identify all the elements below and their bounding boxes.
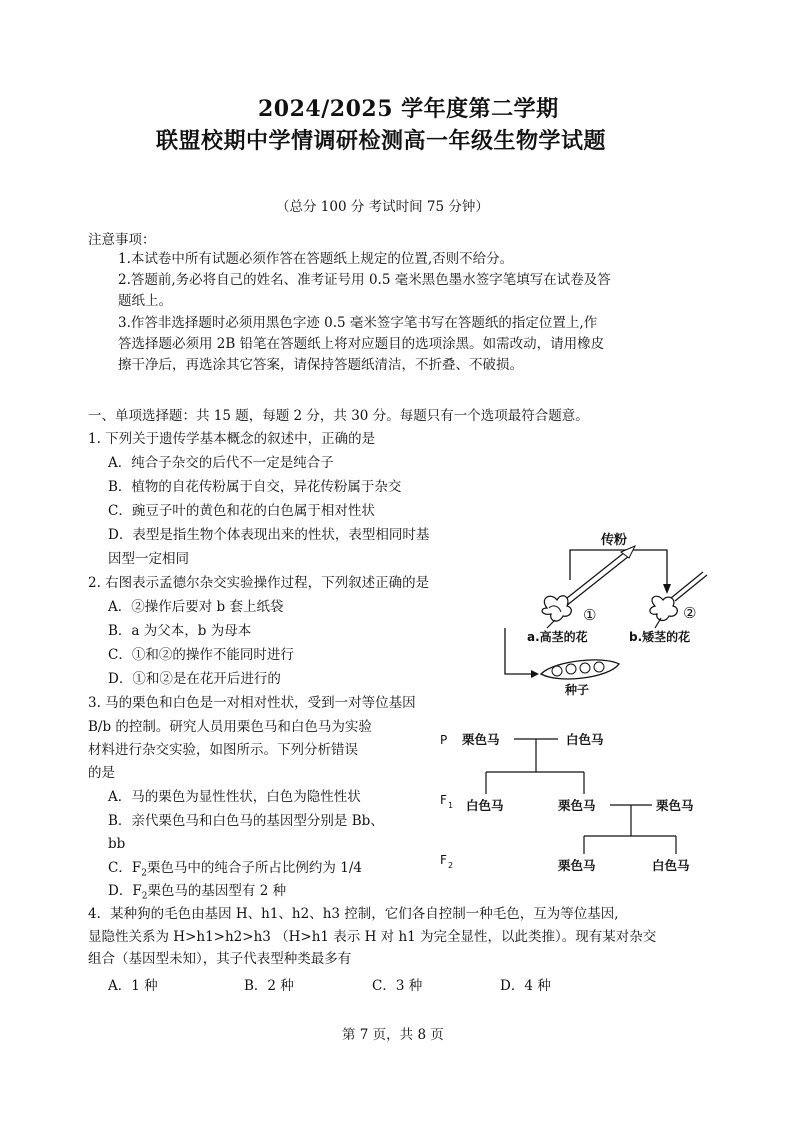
q4-option-c: C．3 种 bbox=[372, 978, 423, 994]
tweezers-icon bbox=[557, 546, 635, 610]
fig2-F2: F bbox=[440, 853, 447, 867]
q4-stem-line3: 组合（基因型未知），其子代表型种类最多有 bbox=[88, 951, 352, 967]
brush-icon bbox=[671, 572, 707, 601]
q2-option-c: C．①和②的操作不能同时进行 bbox=[108, 647, 294, 663]
q1-option-a: A．纯合子杂交的后代不一定是纯合子 bbox=[108, 455, 334, 471]
exam-title-line2: 联盟校期中学情调研检测高一年级生物学试题 bbox=[156, 128, 607, 154]
fig1-label-seed: 种子 bbox=[565, 683, 590, 697]
horse-cross-figure bbox=[436, 726, 716, 882]
q3-option-c-prefix: C．F bbox=[108, 860, 142, 876]
fig2-F1-sub: 1 bbox=[448, 801, 454, 810]
fig2-F2-sub: 2 bbox=[448, 861, 454, 870]
fig2-F1-b: 栗色马 bbox=[558, 798, 596, 813]
score-time-info: （总分 100 分 考试时间 75 分钟） bbox=[276, 199, 489, 215]
q3-option-d-prefix: D．F bbox=[108, 883, 142, 899]
notes-heading: 注意事项： bbox=[88, 232, 156, 248]
q4-stem-line2: 显隐性关系为 H>h1>h2>h3 （H>h1 表示 H 对 h1 为完全显性，以此类推）。现有某对杂交 bbox=[88, 929, 657, 945]
note-line-6: 擦干净后，再选涂其它答案，请保持答题纸清洁，不折叠、不破损。 bbox=[118, 357, 523, 373]
note-line-3: 题纸上。 bbox=[118, 293, 172, 309]
fig1-label-a: a.高茎的花 bbox=[527, 630, 588, 644]
fig2-F1-c: 栗色马 bbox=[656, 798, 694, 813]
fig1-mark-2: ② bbox=[683, 604, 697, 622]
note-line-1: 1.本试卷中所有试题必须作答在答题纸上规定的位置,否则不给分。 bbox=[118, 251, 514, 267]
q2-option-d: D．①和②是在花开后进行的 bbox=[108, 671, 281, 687]
q1-option-d: D．表型是指生物个体表现出来的性状，表型相同时基 bbox=[108, 527, 430, 543]
q3-stem-line4: 的是 bbox=[88, 765, 115, 781]
q3-option-b: B．亲代栗色马和白色马的基因型分别是 Bb、 bbox=[108, 813, 384, 829]
fig2-P-right: 白色马 bbox=[566, 732, 604, 747]
q1-option-b: B．植物的自花传粉属于自交，异花传粉属于杂交 bbox=[108, 479, 402, 495]
q2-option-a: A．②操作后要对 b 套上纸袋 bbox=[108, 599, 284, 615]
q3-option-d-sub: 2 bbox=[141, 891, 148, 902]
q4-stem-line1: 4．某种狗的毛色由基因 H、h1、h2、h3 控制，它们各自控制一种毛色，互为等位基因, bbox=[88, 906, 619, 922]
fig1-label-pollination: 传粉 bbox=[601, 533, 628, 548]
q1-option-c: C．豌豆子叶的黄色和花的白色属于相对性状 bbox=[108, 503, 375, 519]
fig2-P-left: 栗色马 bbox=[462, 732, 500, 747]
q3-option-c-text: 栗色马中的纯合子所占比例约为 1/4 bbox=[146, 860, 362, 876]
q2-stem: 2. 右图表示孟德尔杂交实验操作过程，下列叙述正确的是 bbox=[88, 575, 430, 591]
q3-option-c-sub: 2 bbox=[141, 868, 147, 879]
section-heading: 一、单项选择题：共 15 题，每题 2 分，共 30 分。每题只有一个选项最符合题意。 bbox=[88, 408, 589, 424]
note-line-2: 2.答题前,务必将自己的姓名、准考证号用 0.5 毫米黑色墨水签字笔填写在试卷及答 bbox=[118, 272, 611, 288]
q3-stem-line2: B/b 的控制。研究人员用栗色马和白色马为实验 bbox=[88, 719, 372, 735]
q1-option-d-cont: 因型一定相同 bbox=[108, 551, 189, 567]
short-stem-flower-icon bbox=[650, 596, 677, 628]
fig1-label-b: b.矮茎的花 bbox=[629, 630, 691, 644]
pea-pod-icon bbox=[541, 660, 619, 679]
tall-stem-flower-icon bbox=[542, 596, 571, 628]
q3-stem-line3: 材料进行杂交实验，如图所示。下列分析错误 bbox=[88, 742, 358, 758]
fig2-P: P bbox=[440, 733, 448, 747]
fig1-mark-1: ① bbox=[583, 606, 597, 624]
note-line-5: 答选择题必须用 2B 铅笔在答题纸上将对应题目的选项涂黑。如需改动，请用橡皮 bbox=[118, 336, 605, 352]
q1-stem: 1. 下列关于遗传学基本概念的叙述中，正确的是 bbox=[88, 431, 376, 447]
q2-option-b: B．a 为父本，b 为母本 bbox=[108, 623, 252, 639]
fig2-F2-b: 白色马 bbox=[652, 858, 690, 873]
exam-title-line1: 2024/2025 学年度第二学期 bbox=[258, 96, 559, 122]
q3-stem-line1: 3. 马的栗色和白色是一对相对性状，受到一对等位基因 bbox=[88, 695, 416, 711]
mendel-hybridization-figure bbox=[495, 528, 725, 698]
fig2-F2-a: 栗色马 bbox=[558, 858, 596, 873]
fig2-F1-a: 白色马 bbox=[466, 798, 504, 813]
note-line-4: 3.作答非选择题时必须用黑色字迹 0.5 毫米签字笔书写在答题纸的指定位置上,作 bbox=[118, 315, 598, 331]
q3-option-d-text: 栗色马的基因型有 2 种 bbox=[147, 883, 287, 899]
page-footer: 第 7 页，共 8 页 bbox=[342, 1027, 444, 1043]
q4-option-b: B．2 种 bbox=[244, 978, 294, 994]
q4-option-d: D．4 种 bbox=[500, 978, 551, 994]
q3-option-b-cont: bb bbox=[108, 836, 126, 852]
fig2-F1: F bbox=[440, 793, 447, 807]
q3-option-a: A．马的栗色为显性性状，白色为隐性性状 bbox=[108, 789, 361, 805]
q4-option-a: A．1 种 bbox=[108, 978, 158, 994]
